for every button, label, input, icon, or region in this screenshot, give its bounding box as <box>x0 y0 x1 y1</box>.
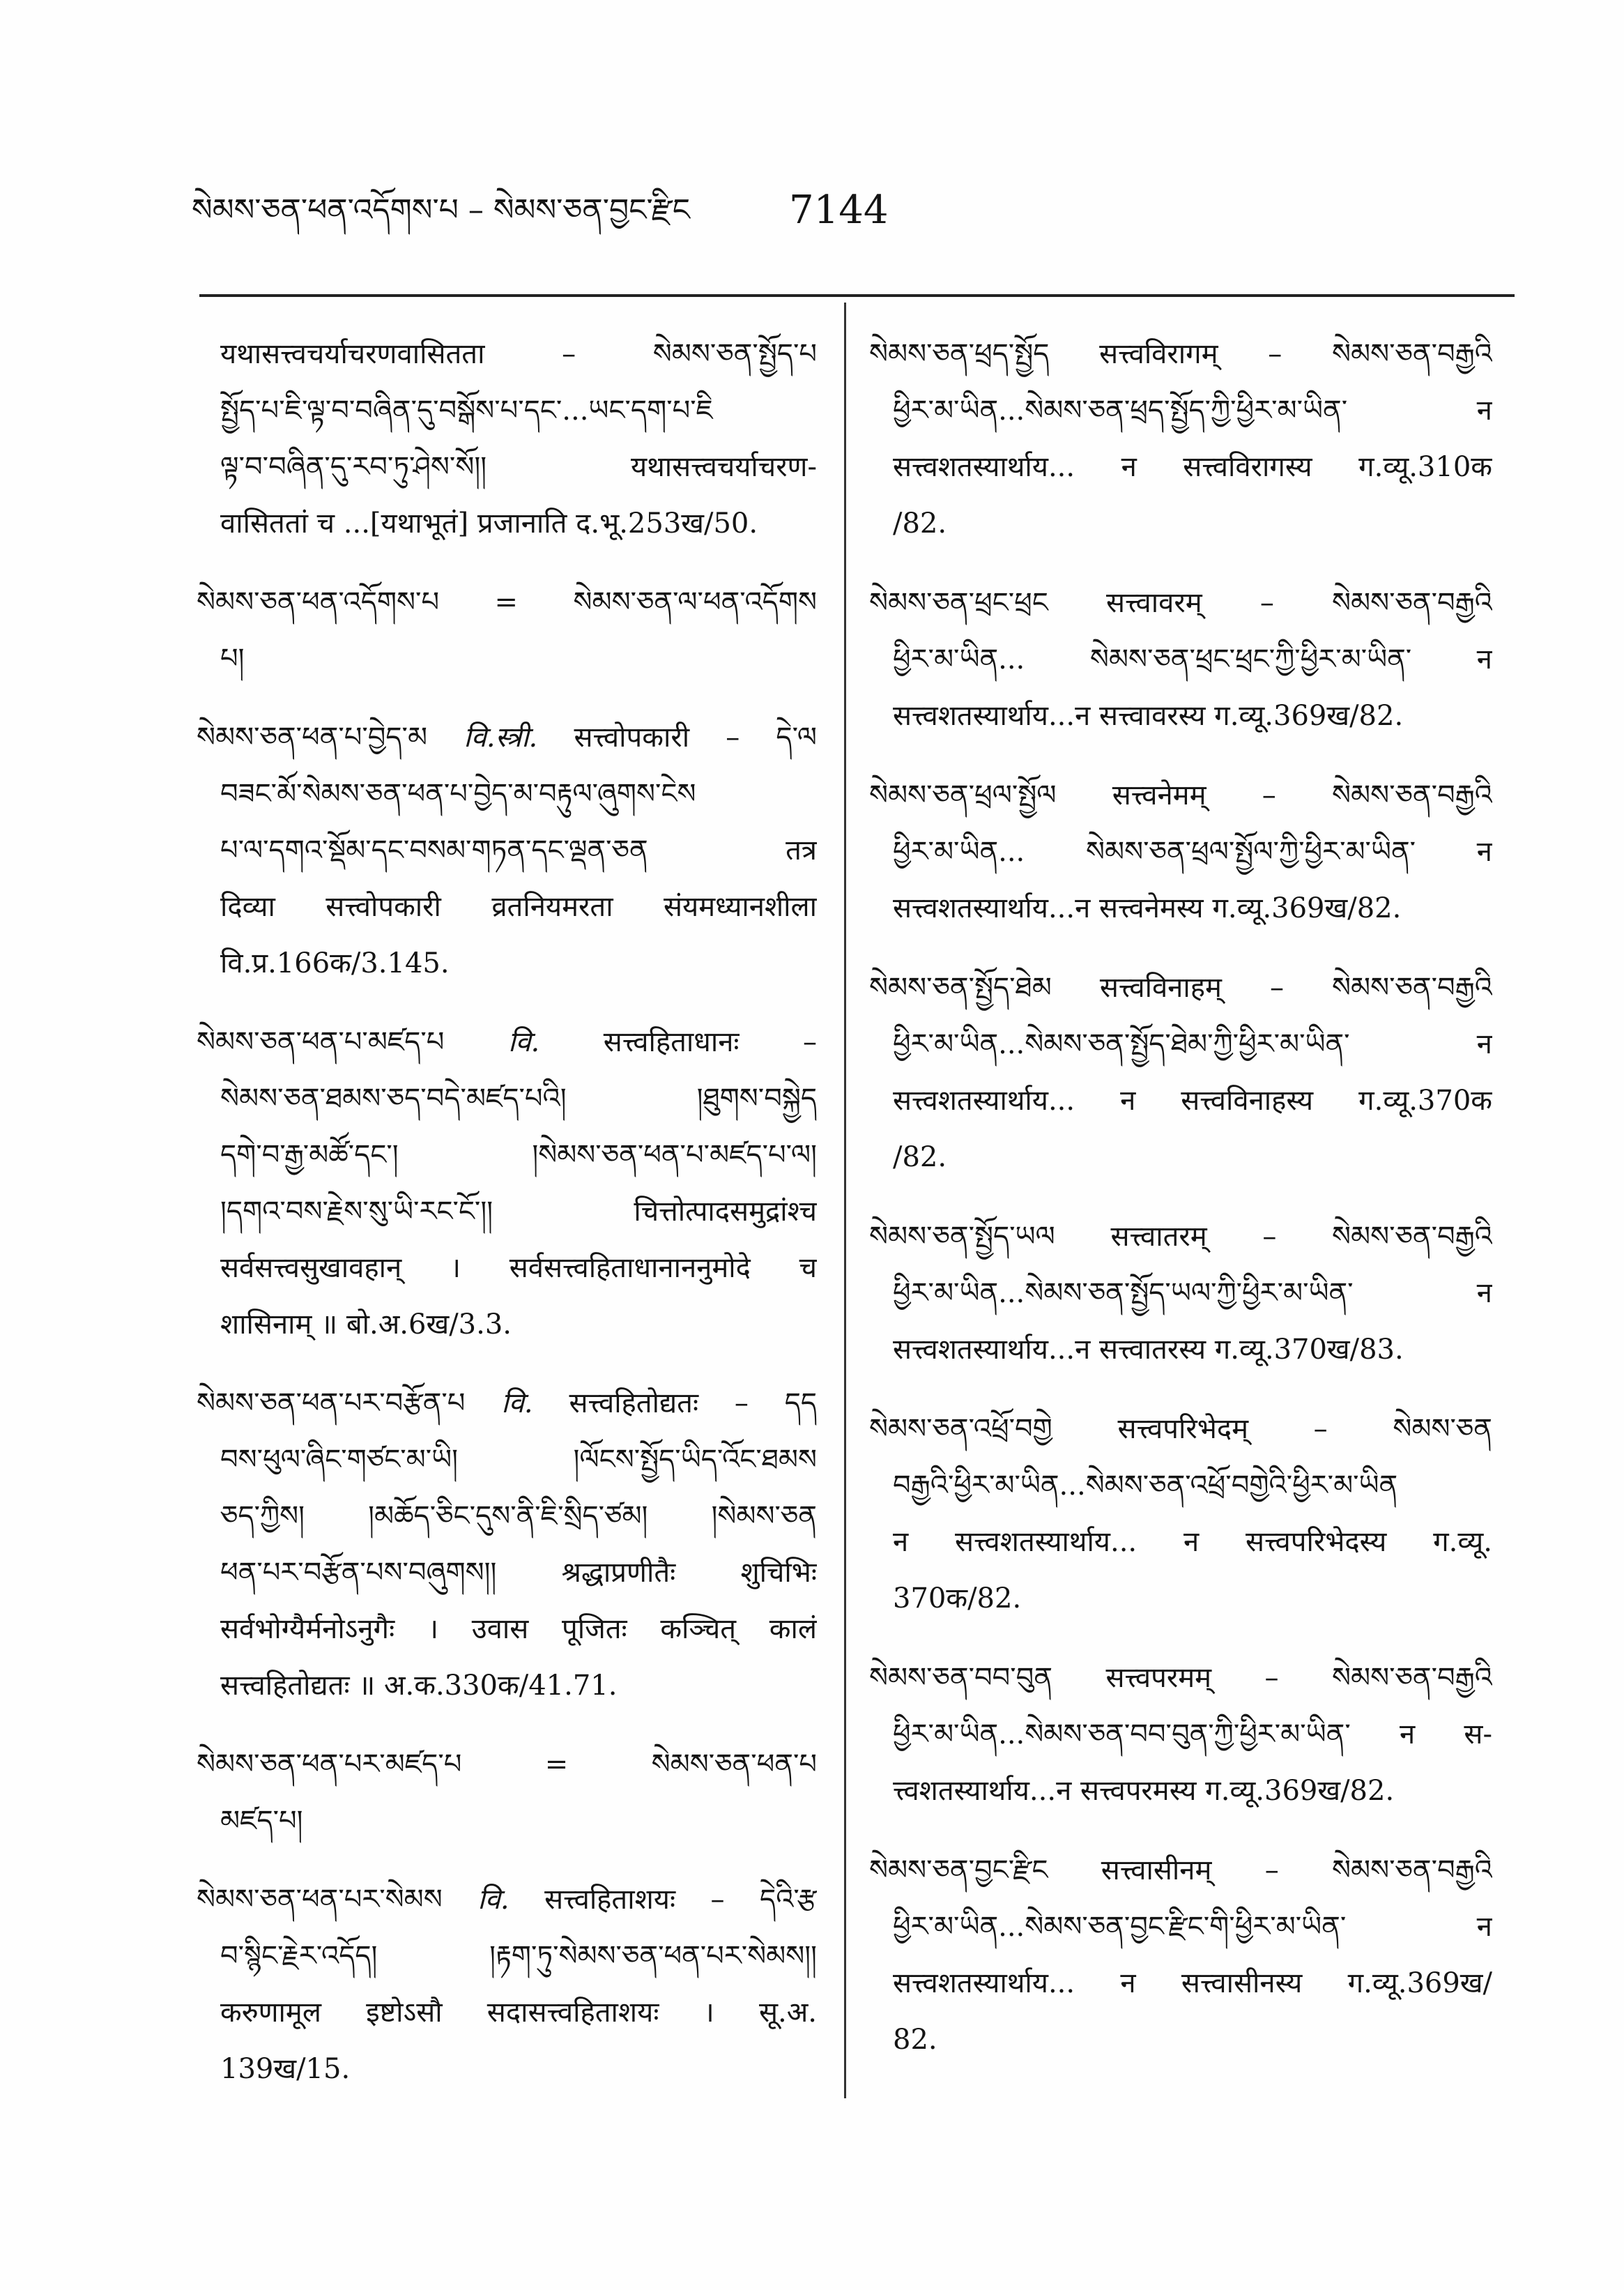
entry-text-line: ཕན་པར་བརྩོན་པས་བཞུགས།། श्रद्धाप्रणीतैः शुचिभिः <box>220 1557 817 1589</box>
headword: སེམས་ཅན་བབ་བུན <box>869 1662 1052 1694</box>
entry-text-line: སྤྱོད་པ་ཇི་ལྟ་བ་བཞིན་དུ་བསྒོས་པ་དང་...ཡང་དག་པ་ཇི <box>220 395 714 427</box>
page-number: 7144 <box>789 188 889 233</box>
entry-text-line: न सत्त्वशतस्यार्थाय... न सत्त्वपरिभेदस्य ग.व्यू. <box>893 1526 1492 1558</box>
part-of-speech: वि.स्त्री. <box>464 722 538 754</box>
entry-head-line <box>197 1375 817 1432</box>
entry-text-line: /82. <box>893 507 947 540</box>
dictionary-entry <box>197 574 817 687</box>
entry-text-line: वि.प्र.166क/3.145. <box>220 947 450 979</box>
dictionary-entry <box>869 960 1492 1186</box>
entry-text-line: དགེ་བ་རྒྱ་མཚོ་དང་། །སེམས་ཅན་ཕན་པ་མཛད་པ་ལ། <box>220 1139 817 1171</box>
entry-text-line: त्त्वशतस्यार्थाय...न सत्त्वपरमस्य ग.व्यू.369ख/82. <box>893 1775 1395 1807</box>
entry-text-line: 370क/82. <box>893 1582 1022 1615</box>
entry-text-line: ཅད་ཀྱིས། །མཆོད་ཅིང་དུས་ནི་ཇི་སྲིད་ཙམ། །སེམས་ཅན <box>220 1500 817 1532</box>
gloss: = སེམས་ཅན་ཕན་པ <box>544 1748 817 1780</box>
entry-text-line: सत्त्वशतस्यार्थाय... न सत्त्वविरागस्य ग.व्यू.310क <box>893 451 1492 483</box>
entry-text-line: བཟང་མོ་སེམས་ཅན་ཕན་པ་བྱེད་མ་བརྟུལ་ཞུགས་ངེས <box>220 778 696 810</box>
headword: སེམས་ཅན་སྤྱོད་ཐེམ <box>869 972 1052 1004</box>
entry-head-line <box>869 960 1492 1016</box>
entry-text-line: सत्त्वशतस्यार्थाय... न सत्त्वविनाहस्य ग.व्यू.370क <box>893 1085 1492 1117</box>
entry-text-line: सर्वसत्त्वसुखावहान् । सर्वसत्त्वहिताधानाननुमोदे च <box>220 1252 817 1284</box>
headword: སེམས་ཅན་ཕན་པར་མཛད་པ <box>197 1748 462 1780</box>
gloss: सत्त्वहिताशयः – དེའི་རྩ <box>544 1884 817 1916</box>
entry-text-line: 82. <box>893 2024 937 2056</box>
entry-head-line <box>197 574 817 631</box>
entry-head-line <box>869 1650 1492 1707</box>
dictionary-entry <box>197 1736 817 1849</box>
part-of-speech: वि. <box>477 1884 510 1916</box>
entry-text-line: दिव्या सत्त्वोपकारी व्रतनियमरता संयमध्यानशीला <box>220 891 817 923</box>
entry-text-line: ཕྱིར་མ་ཡིན...སེམས་ཅན་བབ་བུན་ཀྱི་ཕྱིར་མ་ཡིན་ न स- <box>893 1718 1492 1750</box>
headword: སེམས་ཅན་ཕྲལ་སྤྱོལ <box>869 779 1057 811</box>
gloss: = སེམས་ཅན་ལ་ཕན་འདོགས <box>494 586 817 618</box>
entry-text-line: ཕྱིར་མ་ཡིན... སེམས་ཅན་ཕྲང་ཕྲང་ཀྱི་ཕྱིར་མ་ཡིན་ न <box>893 643 1492 675</box>
entry-head-line <box>197 1014 817 1071</box>
dictionary-entry <box>869 768 1492 937</box>
entry-text-line: བས་ཕུལ་ཞིང་གཙང་མ་ཡི། །ལོངས་སྤྱོད་ཡིད་འོང་ཐམས <box>220 1444 817 1476</box>
gloss: सत्त्वनेमम् – སེམས་ཅན་བརྒྱའི <box>1112 779 1492 811</box>
dictionary-entry <box>197 326 817 552</box>
dictionary-entry <box>869 1401 1492 1627</box>
dictionary-entry <box>869 1209 1492 1378</box>
entry-text-line: མཛད་པ། <box>220 1805 303 1837</box>
left-column <box>197 326 817 2098</box>
entry-text-line: ཕྱིར་མ་ཡིན...སེམས་ཅན་སྤྱོད་ཡལ་ཀྱི་ཕྱིར་མ་ཡིན་ न <box>893 1277 1492 1309</box>
headword: སེམས་ཅན་ཕན་པར་སེམས <box>197 1884 443 1916</box>
entry-text-line: सत्त्वहितोद्यतः ॥ अ.क.330क/41.71. <box>220 1670 618 1702</box>
gloss: सत्त्वहिताधानः – <box>603 1026 817 1058</box>
entry-text-line: ཕྱིར་མ་ཡིན...སེམས་ཅན་བྱང་རྫིང་གི་ཕྱིར་མ་ཡིན་ न <box>893 1911 1492 1943</box>
entry-text-line: བརྒྱའི་ཕྱིར་མ་ཡིན...སེམས་ཅན་འཕྲོ་བགྱེའི་ཕྱིར་མ་ཡིན <box>893 1470 1398 1502</box>
entry-text-line: यथासत्त्वचर्याचरणवासितता – སེམས་ཅན་སྤྱོད་པ <box>220 338 817 370</box>
headword: སེམས་ཅན་ཕན་པ་བྱེད་མ <box>197 722 428 754</box>
gloss: सत्त्वातरम् – སེམས་ཅན་བརྒྱའི <box>1110 1221 1492 1253</box>
entry-head-line <box>869 1209 1492 1265</box>
entry-text-line: सत्त्वशतस्यार्थाय... न सत्त्वासीनस्य ग.व्यू.369ख/ <box>893 1967 1492 1999</box>
entry-head-line <box>197 710 817 766</box>
entry-text-line: ལྟ་བ་བཞིན་དུ་རབ་ཏུ་ཤེས་སོ།། यथासत्त्वचर्याचरण- <box>220 451 817 483</box>
entry-text-line: ཕྱིར་མ་ཡིན...སེམས་ཅན་ཕྲད་སྤྱོད་ཀྱི་ཕྱིར་མ་ཡིན་ न <box>893 395 1492 427</box>
entry-text-line: ཕྱིར་མ་ཡིན... སེམས་ཅན་ཕྲལ་སྤྱོལ་ཀྱི་ཕྱིར་མ་ཡིན་ न <box>893 836 1492 868</box>
entry-head-line <box>869 1842 1492 1899</box>
entry-text-line: वासिततां च ...[यथाभूतं] प्रजानाति द.भू.253ख/50. <box>220 507 758 540</box>
entry-text-line: सत्त्वशतस्यार्थाय...न सत्त्वावरस्य ग.व्यू.369ख/82. <box>893 700 1404 732</box>
dictionary-entry <box>869 1842 1492 2068</box>
gloss: सत्त्वविनाहम् – སེམས་ཅན་བརྒྱའི <box>1099 972 1492 1004</box>
running-head: སེམས་ཅན་ཕན་འདོགས་པ – སེམས་ཅན་བྱང་རྫིང <box>192 192 690 228</box>
headword: སེམས་ཅན་ཕན་པ་མཛད་པ <box>197 1026 445 1058</box>
column-divider <box>844 303 846 2098</box>
entry-head-line <box>869 768 1492 824</box>
gloss: सत्त्वपरिभेदम् – སེམས་ཅན <box>1117 1413 1492 1445</box>
gloss: सत्त्वासीनम् – སེམས་ཅན་བརྒྱའི <box>1101 1854 1492 1886</box>
entry-text-line: པ། <box>220 643 245 675</box>
gloss: सत्त्वपरमम् – སེམས་ཅན་བརྒྱའི <box>1105 1662 1492 1694</box>
headword: སེམས་ཅན་བྱང་རྫིང <box>869 1854 1048 1886</box>
entry-head-line <box>869 575 1492 632</box>
entry-text-line: 139ख/15. <box>220 2053 351 2085</box>
entry-head-line <box>197 1872 817 1928</box>
right-column <box>869 326 1492 2068</box>
gloss: सत्त्वविरागम् – སེམས་ཅན་བརྒྱའི <box>1099 338 1492 370</box>
headword: སེམས་ཅན་ཕན་འདོགས་པ <box>197 586 440 618</box>
entry-text-line: པ་ལ་དགའ་སྡོམ་དང་བསམ་གཏན་དང་ལྡན་ཅན तत्र <box>220 834 817 867</box>
entry-text-line: सर्वभोग्यैर्मनोऽनुगैः । उवास पूजितः कञ्चित् कालं <box>220 1613 817 1645</box>
headword: སེམས་ཅན་སྤྱོད་ཡལ <box>869 1221 1055 1253</box>
entry-head-line <box>869 1401 1492 1458</box>
dictionary-entry <box>197 1375 817 1714</box>
headword: སེམས་ཅན་ཕྲང་ཕྲང <box>869 587 1048 619</box>
headword: སེམས་ཅན་ཕན་པར་བརྩོན་པ <box>197 1387 466 1419</box>
gloss: सत्त्वहितोद्यतः – དད <box>569 1387 817 1419</box>
part-of-speech: वि. <box>501 1387 533 1419</box>
entry-text-line: སེམས་ཅན་ཐམས་ཅད་བདེ་མཛད་པའི། །ཐུགས་བསྐྱེད <box>220 1083 817 1115</box>
part-of-speech: वि. <box>507 1026 540 1058</box>
header-rule <box>199 294 1515 297</box>
entry-text-line: བ་སྙིང་རྗེར་འདོད། །རྟག་ཏུ་སེམས་ཅན་ཕན་པར་སེམས།། <box>220 1940 817 1972</box>
dictionary-entry <box>197 1014 817 1353</box>
entry-text-line: सत्त्वशतस्यार्थाय...न सत्त्वनेमस्य ग.व्यू.369ख/82. <box>893 892 1402 924</box>
entry-text-line: शासिनाम् ॥ बो.अ.6ख/3.3. <box>220 1308 512 1341</box>
entry-text-line: करुणामूल इष्टोऽसौ सदासत्त्वहिताशयः । सू.अ. <box>220 1997 817 2029</box>
entry-head-line <box>197 1736 817 1793</box>
entry-text-line: ཕྱིར་མ་ཡིན...སེམས་ཅན་སྤྱོད་ཐེམ་ཀྱི་ཕྱིར་མ་ཡིན་ न <box>893 1028 1492 1060</box>
headword: སེམས་ཅན་ཕྲད་སྤྱོད <box>869 338 1050 370</box>
headword: སེམས་ཅན་འཕྲོ་བགྱེ <box>869 1413 1052 1445</box>
dictionary-entry <box>869 575 1492 745</box>
gloss: सत्त्वावरम् – སེམས་ཅན་བརྒྱའི <box>1106 587 1492 619</box>
entry-head-line <box>869 326 1492 383</box>
dictionary-entry <box>869 1650 1492 1819</box>
entry-text-line: सत्त्वशतस्यार्थाय...न सत्त्वातरस्य ग.व्यू.370ख/83. <box>893 1334 1404 1366</box>
dictionary-entry <box>869 326 1492 552</box>
entry-text-line: /82. <box>893 1141 947 1173</box>
gloss: सत्त्वोपकारी – དེ་ལ <box>574 722 817 754</box>
dictionary-entry <box>197 710 817 992</box>
entry-text-line: །དགའ་བས་རྗེས་སུ་ཡི་རང་ངོ་།། चित्तोत्पादसमुद्रांश्च <box>220 1196 817 1228</box>
dictionary-entry <box>197 1872 817 2098</box>
